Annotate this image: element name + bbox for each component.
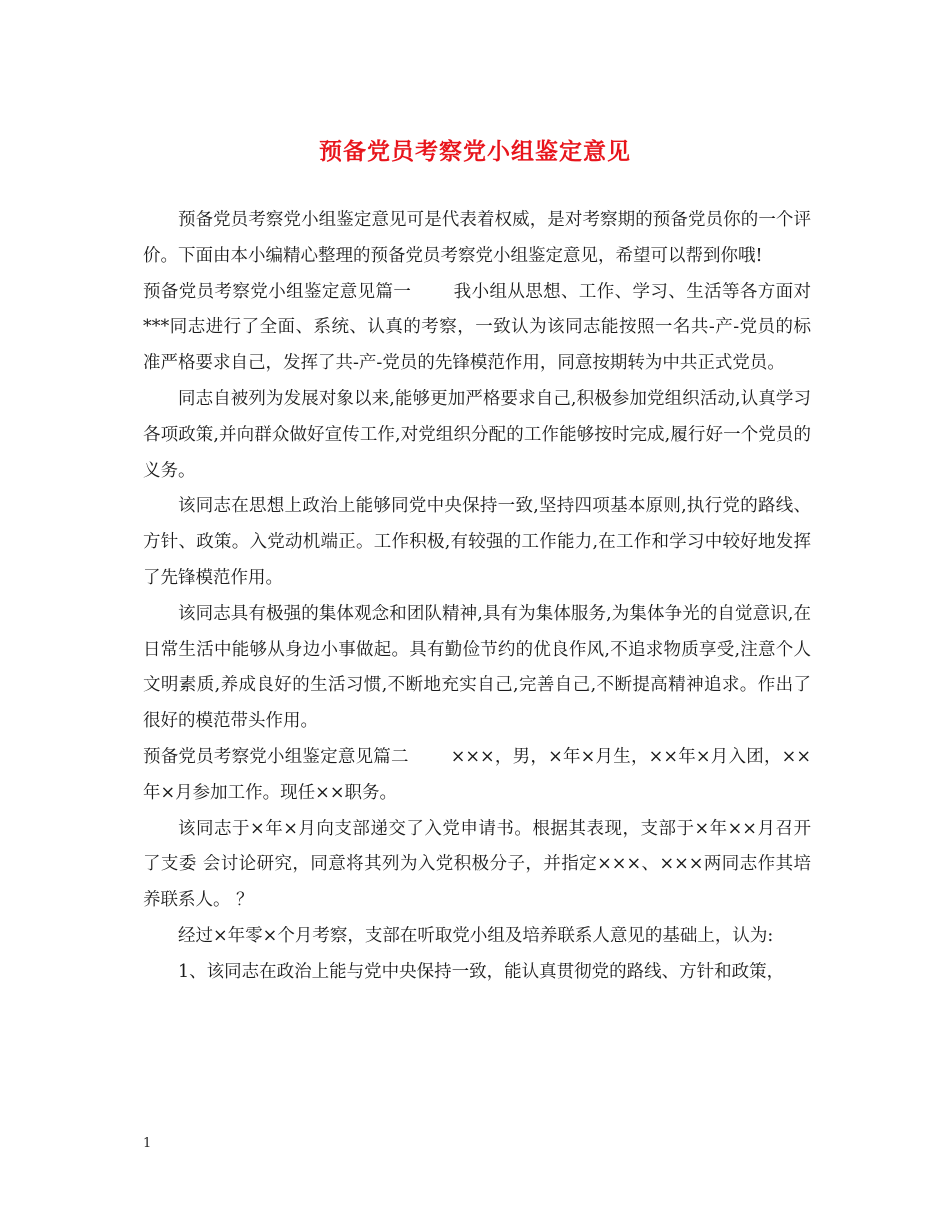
section2-paragraph-4: 1、该同志在政治上能与党中央保持一致，能认真贯彻党的路线、方针和政策， bbox=[178, 961, 785, 982]
section1-paragraph-2: 同志自被列为发展对象以来,能够更加严格要求自己,积极参加党组织活动,认真学习各项政策,并向群众做好宣传工作,对党组织分配的工作能够按时完成,履行好一个党员的义务。 bbox=[143, 388, 811, 481]
section2-heading: 预备党员考察党小组鉴定意见篇二 bbox=[143, 746, 409, 767]
section1-heading: 预备党员考察党小组鉴定意见篇一 bbox=[143, 281, 412, 302]
section1-paragraph bbox=[143, 275, 811, 382]
intro-paragraph: 预备党员考察党小组鉴定意见可是代表着权威，是对考察期的预备党员你的一个评价。下面由本小编精心整理的预备党员考察党小组鉴定意见，希望可以帮到你哦! bbox=[143, 210, 811, 266]
section1-text: 我小组从思想、工作、学习、生活等各方面对***同志进行了全面、系统、认真的考察，一致认为该同志能按照一名共-产-党员的标准严格要求自己，发挥了共-产-党员的先锋模范作用，同意按期转为中共正式党员。 bbox=[143, 281, 812, 374]
document-title: 预备党员考察党小组鉴定意见 bbox=[319, 139, 631, 165]
section2-paragraph-2: 该同志于×年×月向支部递交了入党申请书。根据其表现，支部于×年××月召开了支委 会讨论研究，同意将其列为入党积极分子，并指定×××、×××两同志作其培养联系人。 ？ bbox=[143, 818, 811, 911]
section2-paragraph bbox=[143, 740, 811, 812]
section1-paragraph-3: 该同志在思想上政治上能够同党中央保持一致,坚持四项基本原则,执行党的路线、方针、政策。入党动机端正。工作积极,有较强的工作能力,在工作和学习中较好地发挥了先锋模范作用。 bbox=[143, 496, 811, 588]
section1-paragraph-4: 该同志具有极强的集体观念和团队精神,具有为集体服务,为集体争光的自觉意识,在日常生活中能够从身边小事做起。具有勤俭节约的优良作风,不追求物质享受,注意个人文明素质,养成良好的生活习惯,不断地充实自己,完善自己,不断提高精神追求。作出了很好的模范带头作用。 bbox=[143, 603, 811, 732]
page-number: 1 bbox=[143, 1136, 152, 1151]
section2-text: ×××，男，×年×月生，××年×月入团，××年×月参加工作。现任××职务。 bbox=[143, 746, 811, 803]
document-body bbox=[143, 203, 811, 991]
section2-paragraph-3: 经过×年零×个月考察，支部在听取党小组及培养联系人意见的基础上，认为: bbox=[178, 925, 774, 946]
